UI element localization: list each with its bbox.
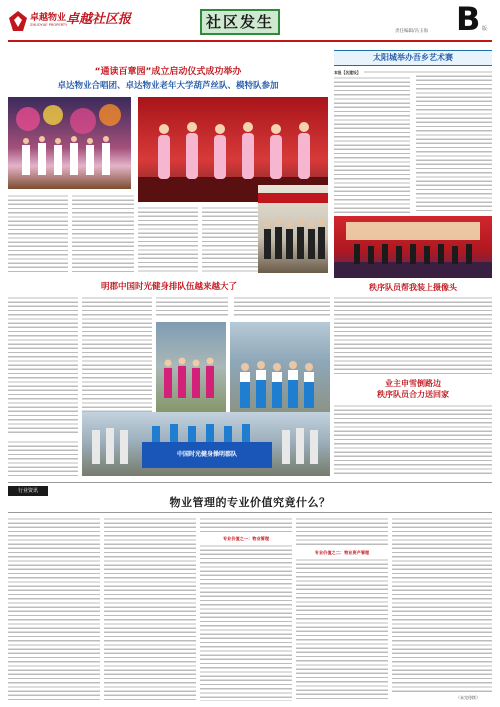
contest-photo-art [334,216,492,278]
mid-text-col4 [234,296,330,318]
stage-photo-art [8,97,131,189]
right-column [334,44,492,444]
right-byline-1: 本报【名建设】 [334,70,361,75]
mid-photo-group [230,322,330,422]
mid-banner-photo [82,412,330,476]
bottom-text-col3 [200,517,292,533]
right-photo-contest [334,216,492,278]
paper-title: 卓越社区报 [66,12,132,27]
banner-text: 中国时光健身操明郡队 [176,451,237,458]
brand-logo [8,10,132,36]
banner-photo-art [82,412,330,476]
bottom-sub-1: 专业价值之一：物业管理 [222,536,270,541]
mid-text-col1 [8,296,78,436]
editor-line: 责任编辑/冯玉海 [395,29,429,34]
bottom-text-col4b [296,558,388,701]
masthead [0,0,500,44]
bottom-text-col2 [104,517,196,701]
lead-text-col4 [202,206,262,274]
bottom-text-col3b [200,544,292,701]
right-head-3: 业主申雪倒路边 秩序队员合力送回家 [377,379,449,399]
right-text-1b [334,76,410,214]
lead-text-col1 [8,194,68,274]
bottom-headline-rule [8,512,492,513]
lead-headline: 卓达物业合唱团、卓达物业老年大学葫芦丝队、模特队参加 [57,81,279,91]
mid-text-col3 [156,296,228,318]
bottom-text-col4 [296,517,388,547]
right-head-1: 太阳城举办吾乡艺术赛 [373,53,453,62]
bottom-sign: （未完待续） [456,695,480,700]
bottom-tag: 行业资讯 [17,488,38,494]
choir-photo-art [258,185,328,273]
section-title-box [200,9,280,35]
bottom-headline: 物业管理的专业价值究竟什么？ [169,496,331,509]
brand-english: ZHUOYUE PROPERTY [30,23,68,27]
right-text-1a [364,70,424,75]
mid-text-lower [8,440,78,476]
bottom-sub-2: 专业价值之二：物业资产管理 [314,550,370,555]
bottom-rule [8,482,492,483]
right-head-1-box [334,50,492,66]
brand-name: 卓越物业 [30,13,67,23]
right-text-3a [334,404,492,476]
right-text-1c [416,70,492,214]
page-suffix: 版 [482,26,488,32]
lead-kicker: “通读百章园”成立启动仪式成功举办 [94,67,242,77]
lead-text-col3 [138,206,198,274]
masthead-rule [8,40,492,42]
right-text-2a [334,296,492,376]
section-title: 社区发生 [205,13,274,31]
brand-logo-icon [8,10,28,32]
lead-text-col2 [72,194,134,274]
page-letter: B [456,0,481,38]
mid-group-art [230,322,330,422]
lead-photo-stage [8,97,131,189]
right-head-2: 秩序队员帮我装上摄像头 [369,283,457,292]
bottom-tag-box [8,486,48,496]
mid-photo-dancers [156,322,226,422]
bottom-text-col1 [8,517,100,701]
mid-dancers-art [156,322,226,422]
lead-photo-choir [258,185,328,273]
mid-headline: 明郡中国时光健身排队伍越来越大了 [100,282,237,292]
bottom-text-col5 [392,517,492,693]
